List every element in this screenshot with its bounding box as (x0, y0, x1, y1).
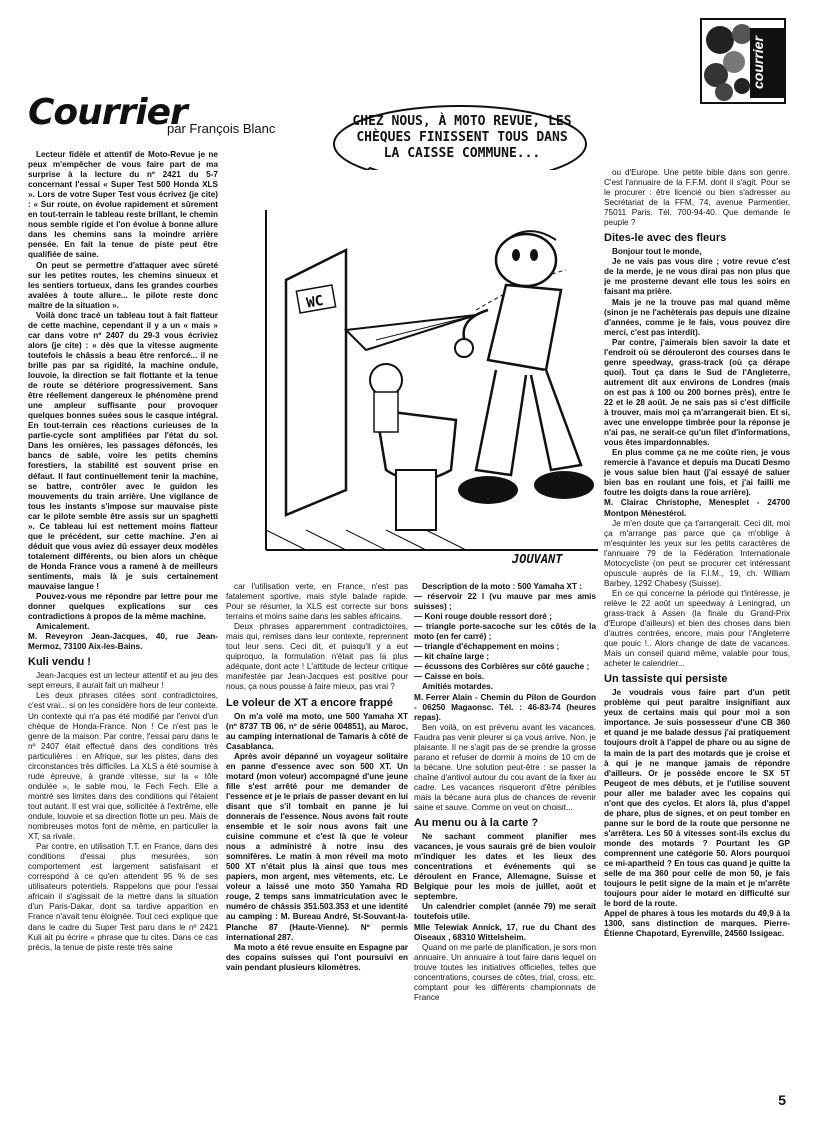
section-heading: Kuli vendu ! (28, 656, 91, 669)
letter-text: Amicalement. (36, 622, 90, 632)
letter-signature: M. Reveyron Jean-Jacques, 40, rue Jean-Mermoz, 73100 Aix-les-Bains. (28, 632, 218, 652)
door-sign: WC (305, 292, 325, 312)
page-number: 5 (778, 1092, 786, 1108)
section-heading: Un tassiste qui persiste (604, 673, 728, 686)
section-heading: Au menu ou à la carte ? (414, 817, 539, 830)
reply-text: Deux phrases apparemment contradictoires, mais qui, remises dans leur contexte, reprennent tout leur sens. Ceci dit, et puisqu'il y a eut quiproquo, la formulation n'était pas la plus adéquate, dont acte ! L'attitude de lecteur critique manifestée par Jean-Jacques est positive pour nous, ça nous pousse à faire mieux, pas vrai ? (226, 622, 408, 692)
list-item: — kit chaîne large ; (414, 652, 490, 662)
column-1 (28, 150, 218, 1108)
letter-text: Amitiés motardes. (422, 682, 493, 692)
letter-text: Lecteur fidèle et attentif de Moto-Revue je ne peux m'empêcher de vous faire part de ma surprise à la lecture du nº 2421 du 5-7 concernant l'essai « Super Test 500 Honda XLS ». Lors de votre Super Test vous écrivez (je cite) : « Sur route, on évolue rapidement et sûrement en tout-terrain le tableau reste brillant, le chemin nous semble rigide et l'on évolue à bonne allure dans les chemins sans la moindre arrière pensée. En fait la tenue de piste peut être qualifiée de saine. (28, 150, 218, 260)
letter-text: Ne sachant comment planifier mes vacances, je vous saurais gré de bien vouloir m'indiquer les dates et les lieux des concentrations et événements qui se déroulent en France, Allemagne, Suisse et Belgique pour les mois de juillet, août et septembre. (414, 832, 596, 902)
letter-text: Description de la moto : 500 Yamaha XT : (422, 582, 583, 591)
column-3 (414, 582, 596, 1108)
column-4 (604, 168, 790, 1088)
page-title: Courrier (28, 92, 187, 133)
list-item: — écussons des Corbières sur côté gauche ; (414, 662, 590, 672)
reply-text: Les deux phrases citées sont contradictoires, c'est vrai... si on les considère hors de leur contexte. Un contexte qui n'a pas été modifié par l'envoi d'un chèque de Honda-France. Non ! Ce n'est pas le genre de la maison. Par contre, l'essai paru dans le nº 2407 était effectué dans des conditions très particulières : en Afrique, sur les pistes, dans des circonstances très difficiles. La XLS a été soumise à rude épreuve, à grande vitesse, sur la « tôle ondulée », le sable mou, le Fech Fech. Elle a montré ses limites dans des conditions qui l'étaient tout autant. Il est vrai que, sollicitée à l'extrême, elle ondule, louvoie et sa direction flotte un peu. Mais de nombreuses motos font de même, en particulier la XT, sa rivale. (28, 691, 218, 842)
reply-text: Quand on me parle de planification, je sors mon annuaire. Un annuaire à tout faire dans lequel on trouve toutes les initiatives officielles, telles que concentrations, courses de côtes, trial, cross, etc. comptant pour les différents championnats de France (414, 942, 596, 1002)
list-item: — triangle d'échappement en moins ; (414, 642, 560, 652)
letter-text: Voilà donc tracé un tableau tout à fait flatteur de cette machine, cependant il y a un « mais » car dans votre nº 2407 du 29-3 vous écriviez alors (je cite) : « dès que la vitesse augmente toutefois le châssis a beau être renforcé... il ne brille pas par sa rigidité, la machine ondule, louvoie, la direction se fait flottante et la tenue de route se détériore progressivement. Sans être réellement dangereux le phénomène prend une ampleur suffisante pour provoquer quelques bonnes suées sous le casque intégral. En tout-terrain ces réactions curieuses de la partie-cycle sont amplifiées par l'état du sol. Dans les ornières, les passages défoncés, les bancs de sable, voire les petits chemins forestiers, la stabilité est souvent prise en défaut. Il faut continuellement tenir la machine, se battre, contrôler avec le guidon les mouvements du train arrière. Une vigilance de tous les instants s'impose sur mauvaise piste car le pilote semble être assis sur un spaghetti ». Ce tableau lui est nettement moins flatteur que le précédent, sur cette machine. J'en ai déduit que vous aviez dû essayer deux modèles totalement différents, ou bien alors un chèque de Honda France vous a ramené à de meilleurs sentiments, mais là je suis certainement mauvaise langue ! (28, 310, 218, 592)
list-item: — Caisse en bois. (414, 672, 485, 682)
letter-text: Après avoir dépanné un voyageur solitaire en panne d'essence avec son 500 XT. Un motard (mon voleur) accompagné d'une jeune fille s'est arrêté pour me demander de l'essence et je le priais de passer devant en lui disant que s'il tombait en panne je lui donnerais de l'essence. Nous avons fait route ensemble et le soir nous avons fait une cuisine commune et c'est là que le voleur nous a administré à notre insu des somnifères. Le matin à mon réveil ma moto 500 XT n'était plus là ainsi que tous mes papiers, mon argent, mes vêtements, etc. Le voleur a laissé une moto 350 Yamaha RD rouge, 2 temps sans immatriculation avec le numéro de châssis 351.503.353 et une identité au camping : M. Bureau André, St-Souvant-la-Planche 87 (Haute-Vienne). Nº permis international 287. (226, 751, 408, 942)
speech-bubble-text: CHEZ NOUS, À MOTO REVUE, LES CHÈQUES FINISSENT TOUS DANS LA CAISSE COMMUNE... (352, 114, 572, 161)
corner-label: courrier (750, 28, 784, 98)
byline: par François Blanc (167, 121, 276, 136)
reply-text: ou d'Europe. Une petite bible dans son genre. C'est l'annuaire de la F.F.M. dont il s'agit. Pour se le procurer : être licencié ou bien s'adresser au Secrétariat de la FFM, 74, avenue Parmentier, 75011 Paris. Tél. 700-94-40. Que demande le peuple ? (604, 168, 790, 228)
reply-text: Ben voilà, on est prévenu avant les vacances. Faudra pas venir pleurer si ça vous arrive. Non, je plaisante. Il ne s'agit pas de se prendre la grosse parano et refuser de dormir à moins de 10 cm de la bécane. Une solution peut-être : se passer la chaîne d'antivol autour du cou avant de la fixer au cadre. Les vacances risqueront d'être pénibles mais la bécane aura plus de chances de revenir saine et sauve. Comme on veut on choisit... (414, 722, 596, 813)
letter-text: Bonjour tout le monde, (612, 247, 702, 257)
cartoonist-signature: JOUVANT (512, 552, 563, 566)
reply-text: Jean-Jacques est un lecteur attentif et au jeu des sept erreurs, il aurait fait un malheur ! (28, 671, 218, 691)
letter-text: Je voudrais vous faire part d'un petit problème qui peut paraître insignifiant aux yeux de certains mais qui pour moi a son importance. Je suis possesseur d'une CB 360 et quand je me balade dessus j'ai pratiquement toujours droit à l'appel de phare ou au signe de la main de la part des motards que je croise et à qui je ne manque jamais de répondre d'ailleurs. Or je possède encore le SX 5T Peugeot de mes débuts, et je l'utilise souvent pour aller me balader avec les copains qui n'ont que des cyclos. Et alors là, plus d'appel de phare, plus de signes, et on peut tomber en panne sur le bord de la route que personne ne s'arrêtera. Les 50 à vitesses sont-ils exclus du monde des motards ? Pourtant les GP comprennent une catégorie 50. Alors pourquoi ce mi-apartheid ? En tous cas quand je quitte la selle de ma 360 pour celle de mon 50, je fais toujours le petit signe de la main et je m'arrête toujours pour aider le motard en difficulté sur le bord de la route. (604, 688, 790, 909)
list-item: — réservoir 22 l (vu mauve par mes amis suisses) ; (414, 592, 596, 612)
column-2 (226, 582, 408, 1108)
letter-text: Ma moto a été revue ensuite en Espagne par des copains suisses qui l'ont poursuivi en vain pendant plusieurs kilomètres. (226, 942, 408, 972)
section-heading: Dites-le avec des fleurs (604, 232, 727, 245)
list-item: — triangle porte-sacoche sur les côtés de la moto (en fer carré) ; (414, 622, 596, 642)
letter-text: On peut se permettre d'attaquer avec sûreté sur les petites routes, les chemins sinueux et les sentiers tortueux, dans les grandes courbes avalées à toute allure... le pilote reste donc maître de la situation ». (28, 260, 218, 310)
letter-text: Pouvez-vous me répondre par lettre pour me donner quelques explications sur ces contradictions à propos de la même machine. (28, 592, 218, 622)
cartoon-illustration (226, 170, 598, 570)
reply-text: En ce qui concerne la période qui t'intéresse, je relève le 22 août un speedway à Leningrad, un grass-track à Assen (la finale du Grand-Prix d'Europe d'ailleurs) et bien des choses dans bien d'autres contrées, encore, mais pour l'Angleterre que pouic !.. Alors change de date de vacances. Mais un conseil quand même, valable pour tous, acheter le calendrier... (604, 588, 790, 669)
letter-text: On m'a volé ma moto, une 500 Yamaha XT (nº 8737 TB 06, nº de série 004851), au Maroc, au camping international de Tamaris à côté de Casablanca. (226, 711, 408, 751)
letter-signature: M. Clairac Christophe, Menesplet - 24700 Montpon Ménestérol. (604, 498, 790, 518)
letter-signature: Appel de phares à tous les motards du 49,9 à la 1300, sans distinction de marques. Pierre-Étienne Chapotard, Eyrenville, 24560 Issigeac. (604, 909, 790, 939)
letter-text: En plus comme ça ne me coûte rien, je vous remercie à l'avance et depuis ma Ducati Desmo je vous salue bien haut (j'ai essayé de saluer bien bas en roulant une fois, et j'ai failli me foutre les doigts dans la roue arrière). (604, 448, 790, 498)
letter-text: Un calendrier complet (année 79) me serait toutefois utile. (414, 902, 596, 922)
letter-text: Mais je ne la trouve pas mal quand même (sinon je ne l'achèterais pas depuis une dizaine d'années, comme je le fais, vous pouvez dire merci, c'est pas interdit). (604, 297, 790, 337)
reply-text: Je m'en doute que ça t'arrangerait. Ceci dit, moi ça m'arrange pas parce que ça m'oblige à m'esquinter les yeux sur les petits caractères de l'annuaire 79 de la Fédération Internationale Motocycliste (on peut se procurer cet intéressant opuscule auprès de la F.I.M., 19, ch. William Barbey, 1292 Chabesy (Suisse). (604, 518, 790, 588)
reply-text: car l'utilisation verte, en France, n'est pas fatalement sportive, mais style balade rapide. Pour se résumer, la XLS est correcte sur bons terrains et moins saine dans les sables africains. (226, 582, 408, 622)
letter-signature: Mlle Telewiak Annick, 17, rue du Chant des Oiseaux , 68310 Wittelsheim. (414, 922, 596, 942)
list-item: — Koni rouge double ressort doré ; (414, 612, 552, 622)
letter-text: Je ne vais pas vous dire ; votre revue c'est de la merde, je ne vous dirai pas non plus que je me prosterne devant elle tous les soirs en faisant ma prière. (604, 257, 790, 297)
letter-text: Par contre, j'aimerais bien savoir la date et l'endroit où se dérouleront des courses dans le genre speedway, grass-track (où ça dérape quoi). Tout ça dans le Sud de l'Angleterre, autrement dit aux environs de Londres (mais on est pas à 100 ou 200 bornes près), entre le 22 et le 28 août. Je ne sais pas si c'est difficile à trouver, mais moi ça m'arrangerait bien. Et si, avec une enveloppe timbrée pour la réponse je n'ai pas, ne serait-ce qu'un filet d'informations, vous êtes impardonnables. (604, 337, 790, 448)
reply-text: Par contre, en utilisation T.T. en France, dans des conditions d'essai plus mesurées, son comportement est largement satisfaisant et correspond à ce qu'en attendent 95 % de ses utilisateurs potentiels. Rappelons que pour l'essai africain il s'agissait de la mettre dans la situation d'un Paris-Dakar, dont sa tardive apparition en France n'avait tenu éloignée. Tout ceci explique que dans le cadre du Super Test paru dans le nº 2421 Kuli ait pu écrire « phrase que tu cites. Dans ce cas précis, la tenue de piste reste très saine (28, 842, 218, 952)
letter-signature: M. Ferrer Alain - Chemin du Pilon de Gourdon - 06250 Magaonsc. Tél. : 46-83-74 (heures repas). (414, 692, 596, 722)
section-heading: Le voleur de XT a encore frappé (226, 696, 393, 709)
